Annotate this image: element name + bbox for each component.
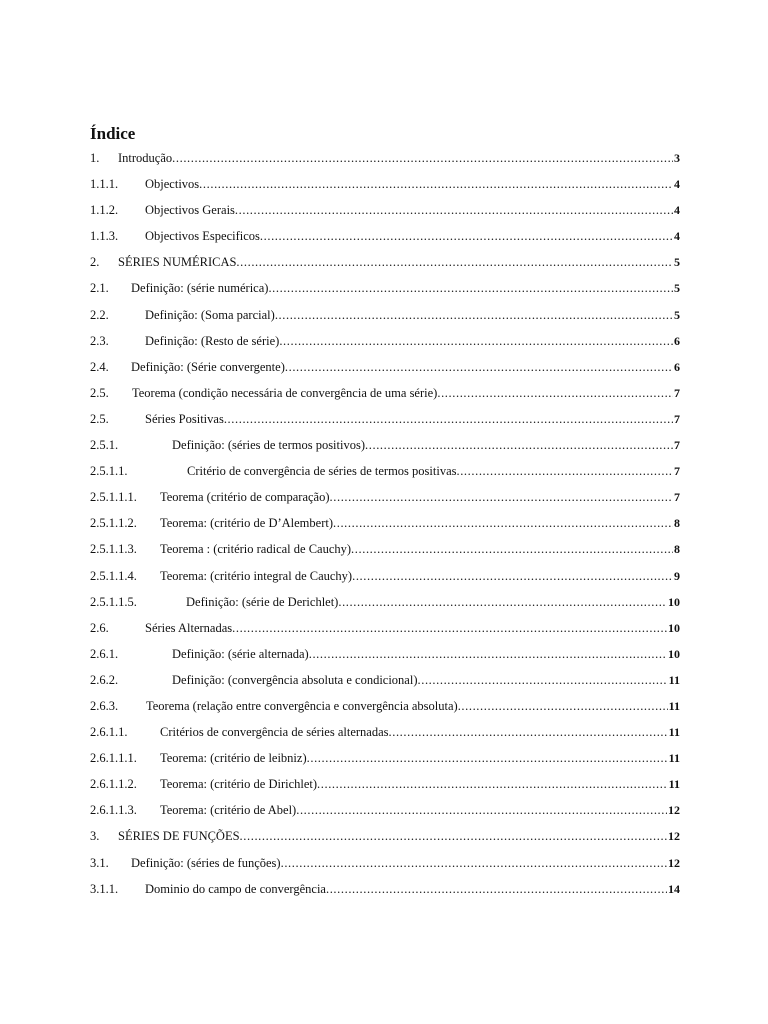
toc-entry[interactable]: [90, 563, 680, 589]
toc-entry-page: 6: [674, 359, 680, 374]
toc-entry-page: 8: [674, 542, 680, 557]
toc-entry-number: 2.6.: [90, 620, 109, 635]
toc-entry-number: 2.6.1.1.2.: [90, 777, 137, 792]
toc-list: [90, 145, 680, 902]
toc-entry-page: 7: [674, 438, 680, 453]
toc-entry-number: 2.5.1.1.2.: [90, 516, 137, 531]
toc-dot-leader: [333, 510, 673, 536]
toc-entry[interactable]: [90, 693, 680, 719]
toc-entry-page: 11: [668, 777, 680, 792]
toc-entry-page: 11: [668, 751, 680, 766]
toc-dot-leader: [285, 354, 673, 380]
toc-entry[interactable]: [90, 354, 680, 380]
toc-entry-page: 5: [674, 281, 680, 296]
toc-entry-title: Dominio do campo de convergência: [145, 876, 326, 902]
toc-entry-number: 2.1.: [90, 281, 109, 296]
toc-entry-number: 2.4.: [90, 359, 109, 374]
toc-entry[interactable]: [90, 145, 680, 171]
toc-dot-leader: [240, 823, 667, 849]
toc-entry-page: 11: [668, 672, 680, 687]
toc-dot-leader: [236, 249, 673, 275]
toc-dot-leader: [281, 850, 667, 876]
toc-dot-leader: [235, 197, 673, 223]
toc-entry-title: Definição: (séries de termos positivos): [172, 432, 365, 458]
toc-entry-number: 3.1.: [90, 855, 109, 870]
toc-entry-title: Definição: (série alternada): [172, 641, 309, 667]
toc-entry-title: Definição: (séries de funções): [131, 850, 281, 876]
toc-entry-title: Teorema: (critério de leibniz): [160, 745, 307, 771]
toc-entry-title: Critério de convergência de séries de termos positivas: [187, 458, 456, 484]
toc-dot-leader: [456, 458, 673, 484]
toc-entry[interactable]: [90, 484, 680, 510]
toc-entry[interactable]: [90, 302, 680, 328]
toc-entry-title: Critérios de convergência de séries alternadas: [160, 719, 389, 745]
toc-entry-title: Teorema (critério de comparação): [160, 484, 330, 510]
toc-entry[interactable]: [90, 406, 680, 432]
toc-dot-leader: [317, 771, 668, 797]
toc-dot-leader: [338, 589, 667, 615]
toc-entry-title: Objectivos Especificos: [145, 223, 260, 249]
toc-entry-page: 5: [674, 307, 680, 322]
toc-entry-title: Séries Positivas: [145, 406, 224, 432]
toc-entry-title: Teorema (condição necessária de convergência de uma série): [132, 380, 437, 406]
toc-entry-number: 2.6.1.1.: [90, 725, 128, 740]
toc-entry-title: Definição: (convergência absoluta e condicional): [172, 667, 418, 693]
toc-entry-title: Introdução: [118, 145, 172, 171]
toc-entry-title: Definição: (série numérica): [131, 275, 268, 301]
toc-dot-leader: [458, 693, 668, 719]
toc-dot-leader: [199, 171, 673, 197]
toc-title: Índice: [90, 124, 136, 143]
toc-entry-page: 4: [674, 229, 680, 244]
toc-entry-page: 10: [668, 646, 680, 661]
toc-entry-number: 3.1.1.: [90, 881, 119, 896]
toc-entry-number: 2.5.: [90, 411, 109, 426]
toc-entry-page: 7: [674, 385, 680, 400]
toc-dot-leader: [352, 563, 673, 589]
toc-dot-leader: [268, 275, 673, 301]
toc-entry-number: 2.6.1.1.1.: [90, 751, 137, 766]
toc-entry[interactable]: [90, 771, 680, 797]
toc-entry-number: 2.5.: [90, 385, 109, 400]
toc-entry[interactable]: [90, 589, 680, 615]
toc-entry-number: 2.5.1.1.4.: [90, 568, 137, 583]
toc-entry-title: Teorema: (critério de Dirichlet): [160, 771, 317, 797]
toc-dot-leader: [330, 484, 673, 510]
toc-entry[interactable]: [90, 667, 680, 693]
toc-entry-number: 2.5.1.1.3.: [90, 542, 137, 557]
toc-entry-number: 2.3.: [90, 333, 109, 348]
toc-dot-leader: [437, 380, 673, 406]
toc-entry-page: 5: [674, 255, 680, 270]
toc-entry-page: 11: [668, 725, 680, 740]
toc-entry-page: 12: [668, 855, 680, 870]
toc-entry[interactable]: [90, 536, 680, 562]
toc-entry[interactable]: [90, 380, 680, 406]
toc-entry[interactable]: [90, 876, 680, 902]
toc-entry[interactable]: [90, 745, 680, 771]
toc-entry-title: SÉRIES DE FUNÇÕES: [118, 823, 240, 849]
toc-entry-title: Definição: (série de Derichlet): [186, 589, 338, 615]
toc-entry-page: 7: [674, 490, 680, 505]
toc-entry-number: 2.6.3.: [90, 698, 119, 713]
toc-entry-page: 8: [674, 516, 680, 531]
toc-entry-number: 2.5.1.1.: [90, 464, 128, 479]
toc-entry-title: Definição: (Série convergente): [131, 354, 285, 380]
toc-entry-page: 7: [674, 464, 680, 479]
toc-entry-title: SÉRIES NUMÉRICAS: [118, 249, 236, 275]
toc-entry-number: 1.1.1.: [90, 177, 119, 192]
toc-entry[interactable]: [90, 275, 680, 301]
toc-entry-title: Definição: (Resto de série): [145, 328, 279, 354]
toc-entry-number: 2.6.1.: [90, 646, 119, 661]
toc-dot-leader: [172, 145, 673, 171]
toc-entry-page: 4: [674, 203, 680, 218]
toc-entry-number: 1.1.3.: [90, 229, 119, 244]
toc-dot-leader: [307, 745, 668, 771]
toc-dot-leader: [309, 641, 667, 667]
toc-entry[interactable]: [90, 223, 680, 249]
toc-entry-page: 10: [668, 620, 680, 635]
toc-entry[interactable]: [90, 641, 680, 667]
toc-entry[interactable]: [90, 823, 680, 849]
toc-entry-number: 2.5.1.: [90, 438, 119, 453]
toc-entry-page: 9: [674, 568, 680, 583]
toc-dot-leader: [365, 432, 673, 458]
toc-entry-number: 2.2.: [90, 307, 109, 322]
toc-entry-number: 3.: [90, 829, 100, 844]
toc-dot-leader: [351, 536, 673, 562]
toc-entry-page: 12: [668, 829, 680, 844]
toc-dot-leader: [389, 719, 668, 745]
toc-entry-number: 2.6.1.1.3.: [90, 803, 137, 818]
toc-entry-page: 14: [668, 881, 680, 896]
toc-entry-number: 2.: [90, 255, 100, 270]
toc-entry-title: Teorema : (critério radical de Cauchy): [160, 536, 351, 562]
toc-entry-number: 1.1.2.: [90, 203, 119, 218]
toc-dot-leader: [275, 302, 673, 328]
toc-entry[interactable]: [90, 197, 680, 223]
toc-entry[interactable]: [90, 249, 680, 275]
toc-entry-page: 11: [668, 698, 680, 713]
toc-dot-leader: [296, 797, 667, 823]
toc-entry-number: 2.5.1.1.5.: [90, 594, 137, 609]
toc-dot-leader: [279, 328, 673, 354]
toc-entry-page: 6: [674, 333, 680, 348]
toc-entry-title: Objectivos Gerais: [145, 197, 235, 223]
toc-dot-leader: [224, 406, 673, 432]
toc-entry-title: Teorema (relação entre convergência e convergência absoluta): [146, 693, 458, 719]
toc-entry-title: Séries Alternadas: [145, 615, 232, 641]
toc-entry-page: 4: [674, 177, 680, 192]
toc-dot-leader: [260, 223, 673, 249]
toc-entry-number: 2.5.1.1.1.: [90, 490, 137, 505]
toc-entry[interactable]: [90, 850, 680, 876]
toc-entry-page: 12: [668, 803, 680, 818]
toc-entry-page: 7: [674, 411, 680, 426]
toc-entry[interactable]: [90, 328, 680, 354]
toc-dot-leader: [418, 667, 668, 693]
toc-entry-number: 1.: [90, 151, 100, 165]
toc-entry[interactable]: [90, 719, 680, 745]
toc-entry-title: Teorema: (critério de Abel): [160, 797, 296, 823]
toc-entry-title: Teorema: (critério integral de Cauchy): [160, 563, 352, 589]
toc-entry-title: Teorema: (critério de D’Alembert): [160, 510, 333, 536]
toc-entry-page: 3: [674, 151, 680, 165]
toc-dot-leader: [232, 615, 667, 641]
toc-entry[interactable]: [90, 458, 680, 484]
toc-dot-leader: [326, 876, 667, 902]
toc-entry-page: 10: [668, 594, 680, 609]
toc-entry[interactable]: [90, 171, 680, 197]
toc-entry[interactable]: [90, 797, 680, 823]
toc-entry-title: Definição: (Soma parcial): [145, 302, 275, 328]
toc-entry-title: Objectivos: [145, 171, 199, 197]
toc-entry[interactable]: [90, 432, 680, 458]
toc-entry[interactable]: [90, 510, 680, 536]
toc-entry-number: 2.6.2.: [90, 672, 119, 687]
toc-entry[interactable]: [90, 615, 680, 641]
